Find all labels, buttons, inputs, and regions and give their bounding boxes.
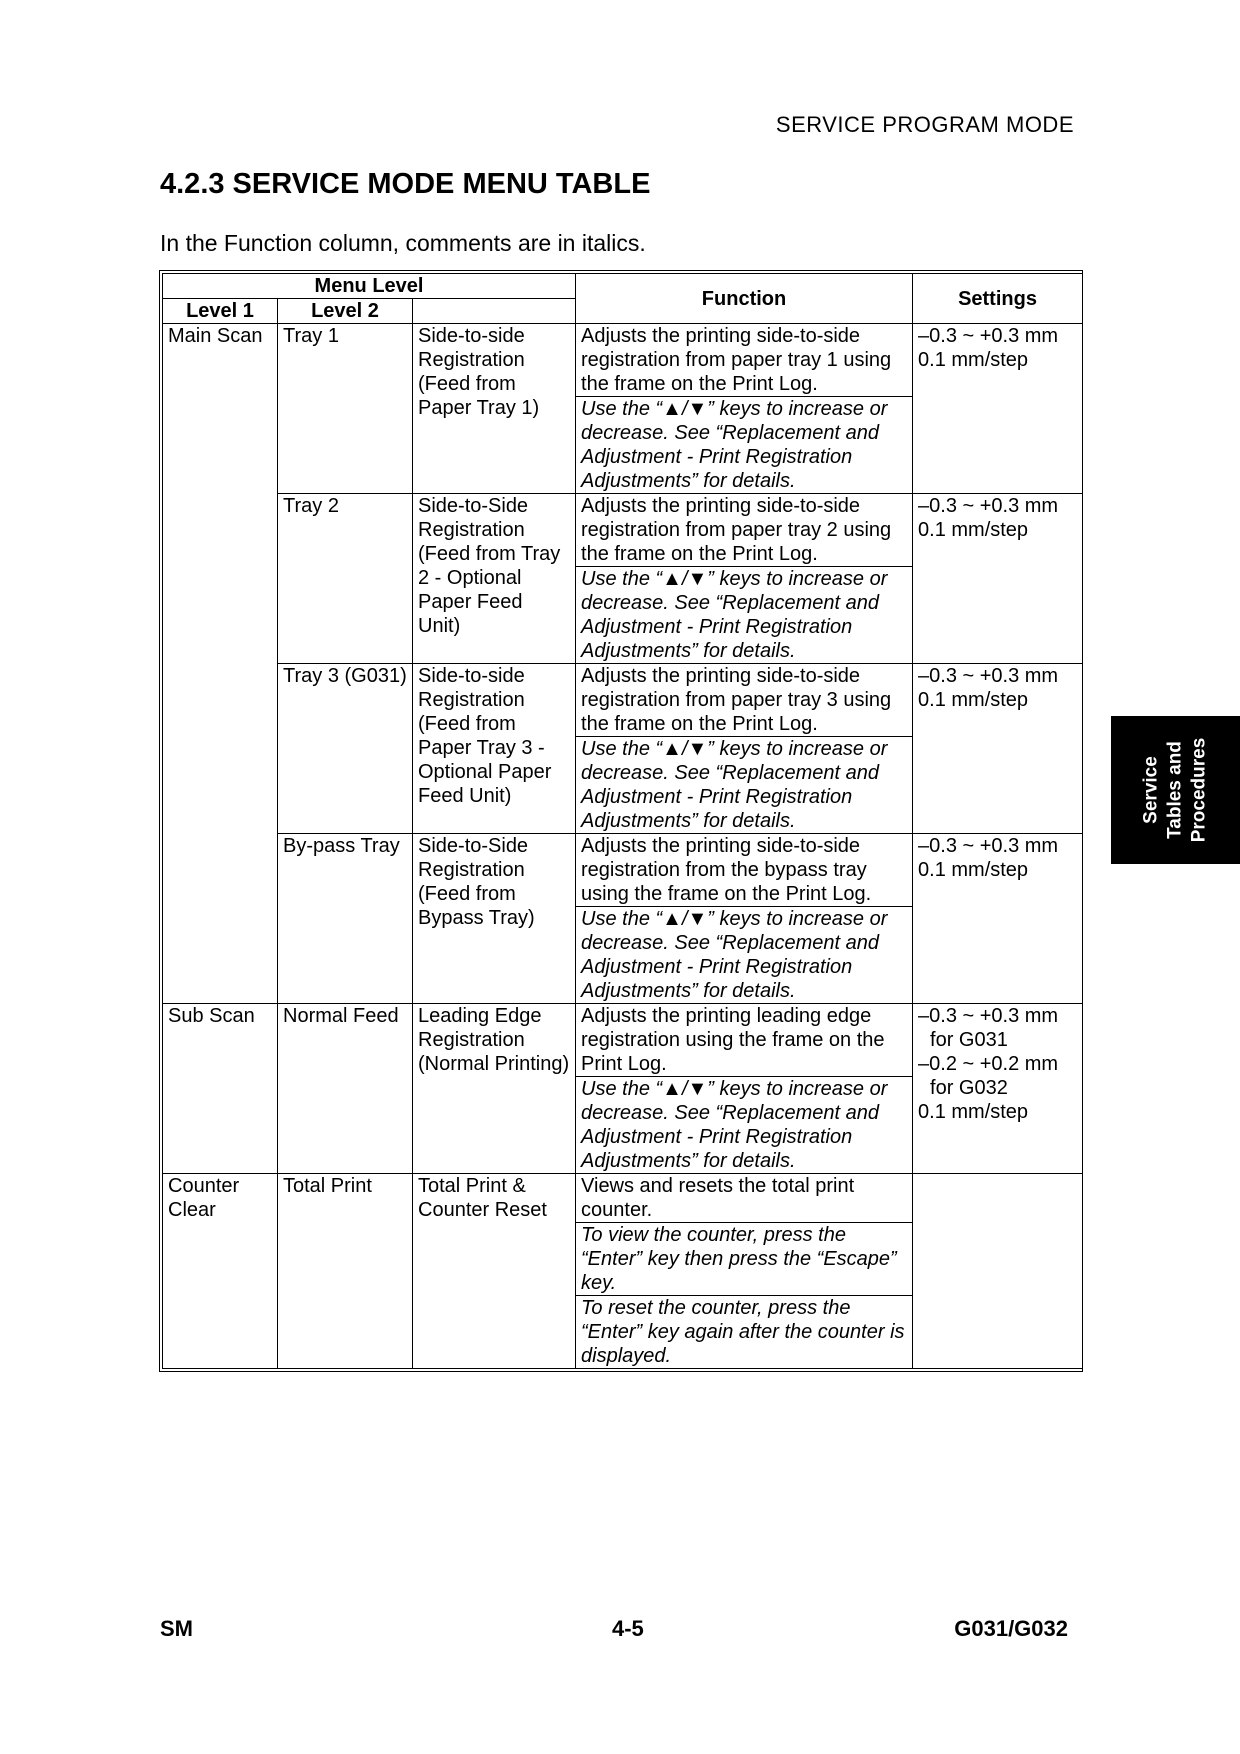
settings-step: 0.1 mm/step: [918, 689, 1029, 711]
cell-settings-empty: [913, 1174, 1083, 1369]
cell-level2: Tray 2: [278, 494, 413, 664]
settings-range-g031: –0.3 ~ +0.3 mm: [918, 1005, 1059, 1027]
cell-function-note: Use the “▲/▼” keys to increase or decrease. See “Replacement and Adjustment - Print Registration Adjustments” for details.: [576, 1077, 913, 1174]
header-level1: Level 1: [163, 299, 278, 324]
header-settings: Settings: [913, 274, 1083, 324]
cell-function-note: Use the “▲/▼” keys to increase or decrease. See “Replacement and Adjustment - Print Registration Adjustments” for details.: [576, 737, 913, 834]
header-function: Function: [576, 274, 913, 324]
cell-function: Adjusts the printing side-to-side registration from the bypass tray using the frame on the Print Log.: [576, 834, 913, 907]
cell-function: Adjusts the printing side-to-side registration from paper tray 1 using the frame on the Print Log.: [576, 324, 913, 397]
cell-level3: Side-to-Side Registration (Feed from Bypass Tray): [413, 834, 576, 1004]
side-tab-line1: Service: [1140, 756, 1162, 824]
cell-function-note: Use the “▲/▼” keys to increase or decrease. See “Replacement and Adjustment - Print Registration Adjustments” for details.: [576, 397, 913, 494]
cell-level2: Normal Feed: [278, 1004, 413, 1174]
footer-model: G031/G032: [954, 1616, 1068, 1641]
footer-page-number: 4-5: [612, 1616, 644, 1641]
header-level3-empty: [413, 299, 576, 324]
cell-settings: [913, 664, 1083, 834]
cell-settings: [913, 324, 1083, 494]
cell-level1-main-scan: Main Scan: [163, 324, 278, 1004]
settings-range: –0.3 ~ +0.3 mm: [918, 835, 1059, 857]
settings-step: 0.1 mm/step: [918, 349, 1029, 371]
table-row: [163, 494, 1083, 567]
cell-level2: By-pass Tray: [278, 834, 413, 1004]
cell-level1-counter-clear: Counter Clear: [163, 1174, 278, 1369]
settings-model-g031: for G031: [930, 1029, 1008, 1051]
settings-range: –0.3 ~ +0.3 mm: [918, 495, 1059, 517]
running-head: SERVICE PROGRAM MODE: [775, 112, 1074, 137]
settings-step: 0.1 mm/step: [918, 1101, 1029, 1123]
cell-function: Adjusts the printing side-to-side registration from paper tray 3 using the frame on the Print Log.: [576, 664, 913, 737]
cell-function-note: To reset the counter, press the “Enter” key again after the counter is displayed.: [576, 1296, 913, 1369]
footer-left: SM: [160, 1616, 193, 1641]
cell-settings: [913, 1004, 1083, 1174]
side-tab: [1111, 716, 1240, 864]
cell-function: Adjusts the printing leading edge registration using the frame on the Print Log.: [576, 1004, 913, 1077]
service-mode-table: [159, 270, 1083, 1372]
settings-model-g032: for G032: [930, 1077, 1008, 1099]
table-row: [163, 324, 1083, 397]
cell-level3: Side-to-side Registration (Feed from Paper Tray 1): [413, 324, 576, 494]
cell-level3: Leading Edge Registration (Normal Printing): [413, 1004, 576, 1174]
side-tab-line3: Procedures: [1188, 737, 1210, 843]
cell-level2: Tray 1: [278, 324, 413, 494]
settings-range: –0.3 ~ +0.3 mm: [918, 665, 1059, 687]
cell-level2: Tray 3 (G031): [278, 664, 413, 834]
table-row: [163, 1174, 1083, 1223]
cell-function: Views and resets the total print counter.: [576, 1174, 913, 1223]
header-level2: Level 2: [278, 299, 413, 324]
cell-function-note: Use the “▲/▼” keys to increase or decrease. See “Replacement and Adjustment - Print Registration Adjustments” for details.: [576, 567, 913, 664]
cell-function: Adjusts the printing side-to-side registration from paper tray 2 using the frame on the Print Log.: [576, 494, 913, 567]
table-row: [163, 834, 1083, 907]
cell-level2: Total Print: [278, 1174, 413, 1369]
cell-function-note: Use the “▲/▼” keys to increase or decrease. See “Replacement and Adjustment - Print Registration Adjustments” for details.: [576, 907, 913, 1004]
settings-step: 0.1 mm/step: [918, 519, 1029, 541]
cell-settings: [913, 834, 1083, 1004]
table-row: [163, 1004, 1083, 1077]
cell-function-note: To view the counter, press the “Enter” key then press the “Escape” key.: [576, 1223, 913, 1296]
header-menu-level: Menu Level: [163, 274, 576, 299]
intro-text: In the Function column, comments are in italics.: [160, 230, 646, 256]
cell-level1-sub-scan: Sub Scan: [163, 1004, 278, 1174]
section-title: 4.2.3 SERVICE MODE MENU TABLE: [160, 168, 651, 200]
side-tab-line2: Tables and: [1164, 741, 1186, 839]
settings-range: –0.3 ~ +0.3 mm: [918, 325, 1059, 347]
cell-level3: Side-to-side Registration (Feed from Paper Tray 3 - Optional Paper Feed Unit): [413, 664, 576, 834]
table-row: [163, 664, 1083, 737]
cell-level3: Side-to-Side Registration (Feed from Tray 2 - Optional Paper Feed Unit): [413, 494, 576, 664]
cell-level3: Total Print & Counter Reset: [413, 1174, 576, 1369]
settings-step: 0.1 mm/step: [918, 859, 1029, 881]
settings-range-g032: –0.2 ~ +0.2 mm: [918, 1053, 1059, 1075]
cell-settings: [913, 494, 1083, 664]
